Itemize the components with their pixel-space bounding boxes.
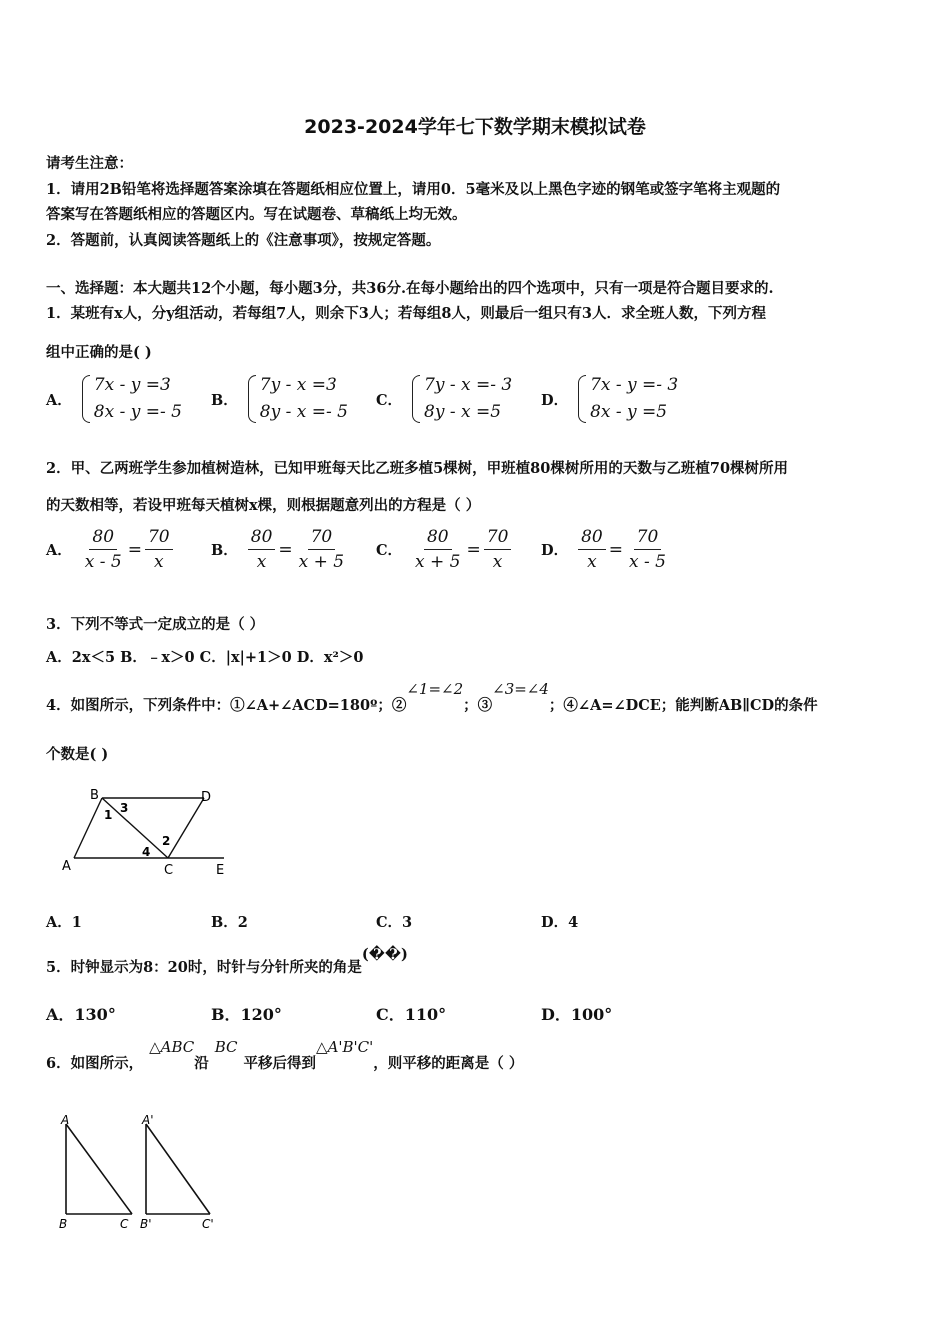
notice-item-1b: 答案写在答题纸相应的答题区内。写在试题卷、草稿纸上均无效。: [46, 206, 467, 223]
q5-stem-line: [46, 946, 408, 977]
label-a: A: [62, 859, 71, 874]
brace-icon: [248, 375, 256, 423]
q4-figure: [56, 782, 246, 882]
equation-system: [82, 372, 182, 426]
q2-option-d[interactable]: [541, 527, 669, 572]
q2-stem-line1: 2．甲、乙两班学生参加植树造林，已知甲班每天比乙班多植5棵树，甲班植80棵树所用的天数与乙班植70棵树所用: [46, 460, 789, 477]
equation-system: [578, 372, 678, 426]
q1-option-b[interactable]: [211, 372, 348, 426]
denominator: x: [492, 552, 503, 572]
q1-options: [46, 372, 906, 432]
q6-segment-bc: BC: [214, 1038, 238, 1056]
q4-condition-3: ∠3=∠4: [492, 680, 549, 698]
equation: 8y - x =5: [424, 402, 502, 422]
fraction-right: [145, 527, 173, 572]
equation: 8x - y =5: [590, 402, 668, 422]
q2-option-b[interactable]: [211, 527, 347, 572]
option-label: C．: [376, 542, 403, 559]
equals-sign: =: [608, 539, 623, 560]
q6-triangle-abc: △ABC: [149, 1038, 195, 1056]
brace-icon: [412, 375, 420, 423]
q4-stem-part: ；③: [463, 697, 493, 714]
equation: 8x - y =- 5: [93, 402, 182, 422]
equation: 7y - x =3: [259, 375, 337, 395]
page-title: 2023-2024学年七下数学期末模拟试卷: [304, 116, 646, 138]
denominator: x: [154, 552, 164, 572]
label-c: C: [164, 863, 174, 878]
option-label: A．: [46, 391, 72, 409]
q4-option-b[interactable]: B．2: [211, 914, 248, 931]
option-label: D．: [541, 542, 569, 559]
denominator: x - 5: [628, 552, 666, 572]
equals-sign: =: [127, 539, 142, 560]
numerator: 70: [634, 527, 662, 550]
q6-stem-line: [46, 1038, 524, 1073]
fraction-left: [82, 527, 125, 572]
option-label: A．: [46, 542, 72, 559]
denominator: x + 5: [415, 552, 461, 572]
q5-option-b[interactable]: B．120°: [211, 1005, 282, 1024]
equals-sign: =: [278, 539, 293, 560]
label-c: C: [120, 1217, 129, 1231]
brace-icon: [82, 375, 90, 423]
denominator: x + 5: [298, 552, 345, 572]
option-label: C．: [376, 391, 403, 409]
segment-ba: [74, 798, 102, 858]
q6-stem-part: ，则平移的距离是（ ）: [373, 1055, 524, 1072]
q4-stem-line1: [46, 680, 818, 715]
q3-stem: 3．下列不等式一定成立的是（ ）: [46, 616, 265, 633]
segment-bc: [102, 798, 171, 858]
label-c-prime: C': [202, 1217, 214, 1231]
q6-stem-part: 沿: [194, 1055, 209, 1072]
q4-stem-part: ；④∠A=∠DCE；能判断AB∥CD的条件: [548, 697, 818, 714]
q5-option-d[interactable]: D．100°: [541, 1005, 613, 1024]
q6-triangle-image: △A'B'C': [316, 1038, 374, 1056]
q1-option-c[interactable]: [376, 372, 512, 426]
angle-label-2: 2: [162, 834, 171, 848]
equation: 7y - x =- 3: [424, 375, 513, 395]
label-a-prime: A': [142, 1113, 154, 1127]
q5-option-a[interactable]: A．130°: [46, 1005, 116, 1024]
numerator: 70: [145, 527, 173, 550]
notice-item-1a: 1．请用2B铅笔将选择题答案涂填在答题纸相应位置上，请用0．5毫米及以上黑色字迹的钢笔或签字笔将主观题的: [46, 181, 781, 198]
option-label: D．: [541, 391, 569, 409]
equation-system: [412, 372, 512, 426]
numerator: 70: [308, 527, 336, 550]
q2-option-c[interactable]: [376, 527, 511, 572]
section-heading: 一、选择题：本大题共12个小题，每小题3分，共36分.在每小题给出的四个选项中，只有一项是符合题目要求的.: [46, 280, 774, 297]
label-e: E: [216, 863, 225, 878]
q1-option-a[interactable]: [46, 372, 182, 426]
denominator: x - 5: [84, 552, 122, 572]
equals-sign: =: [466, 539, 481, 560]
q5-paren: (��): [361, 946, 408, 963]
q6-stem-part: 平移后得到: [243, 1055, 317, 1072]
numerator: 80: [578, 527, 606, 550]
denominator: x: [256, 552, 267, 572]
q5-option-c[interactable]: C．110°: [376, 1005, 447, 1024]
numerator: 80: [89, 527, 117, 550]
label-b: B: [59, 1217, 68, 1231]
angle-label-1: 1: [104, 808, 113, 822]
notice-item-2: 2．答题前，认真阅读答题纸上的《注意事项》，按规定答题。: [46, 232, 441, 249]
q4-condition-2: ∠1=∠2: [406, 680, 464, 698]
q6-figure: [56, 1108, 236, 1232]
q5-stem: 5．时钟显示为8：20时，时针与分针所夹的角是: [46, 959, 362, 976]
brace-icon: [578, 375, 586, 423]
q2-option-a[interactable]: [46, 527, 173, 572]
q1-stem-line1: 1．某班有x人，分y组活动，若每组7人，则余下3人；若每组8人，则最后一组只有3人．求全班人数，下列方程: [46, 305, 767, 322]
option-label: B．: [211, 542, 238, 559]
fraction-right: [484, 527, 512, 572]
q4-stem-line2: 个数是( ): [46, 746, 109, 763]
label-d: D: [201, 790, 212, 805]
q6-stem-part: 6．如图所示，: [46, 1055, 144, 1072]
angle-label-4: 4: [142, 845, 151, 859]
equation: 7x - y =- 3: [590, 375, 679, 395]
denominator: x: [587, 552, 597, 572]
fraction-right: [296, 527, 347, 572]
q4-option-c[interactable]: C．3: [376, 914, 413, 931]
numerator: 70: [484, 527, 512, 550]
q2-options: [46, 527, 906, 587]
label-a: A: [61, 1113, 70, 1127]
q1-option-d[interactable]: [541, 372, 678, 426]
label-b: B: [90, 788, 99, 803]
q4-option-d[interactable]: D．4: [541, 914, 579, 931]
equation-system: [248, 372, 348, 426]
q3-options[interactable]: A．2x＜5 B．﹣x＞0 C．|x|+1＞0 D．x²＞0: [46, 649, 364, 666]
numerator: 80: [248, 527, 276, 550]
fraction-left: [248, 527, 276, 572]
fraction-left: [412, 527, 463, 572]
fraction-right: [626, 527, 669, 572]
numerator: 80: [424, 527, 452, 550]
q1-stem-line2: 组中正确的是( ): [46, 344, 152, 361]
q4-stem-part: 4．如图所示，下列条件中：①∠A+∠ACD=180º；②: [46, 697, 407, 714]
equation: 8y - x =- 5: [259, 402, 348, 422]
q2-stem-line2: 的天数相等，若设甲班每天植树x棵，则根据题意列出的方程是（ ）: [46, 497, 481, 514]
segment-ac: [66, 1124, 132, 1214]
fraction-left: [578, 527, 606, 572]
q4-option-a[interactable]: A．1: [46, 914, 82, 931]
notice-heading: 请考生注意：: [46, 155, 133, 172]
option-label: B．: [211, 391, 238, 409]
angle-label-3: 3: [120, 801, 129, 815]
label-b-prime: B': [140, 1217, 152, 1231]
segment-a2c2: [146, 1124, 210, 1214]
segment-dc: [168, 798, 204, 858]
equation: 7x - y =3: [93, 375, 171, 395]
